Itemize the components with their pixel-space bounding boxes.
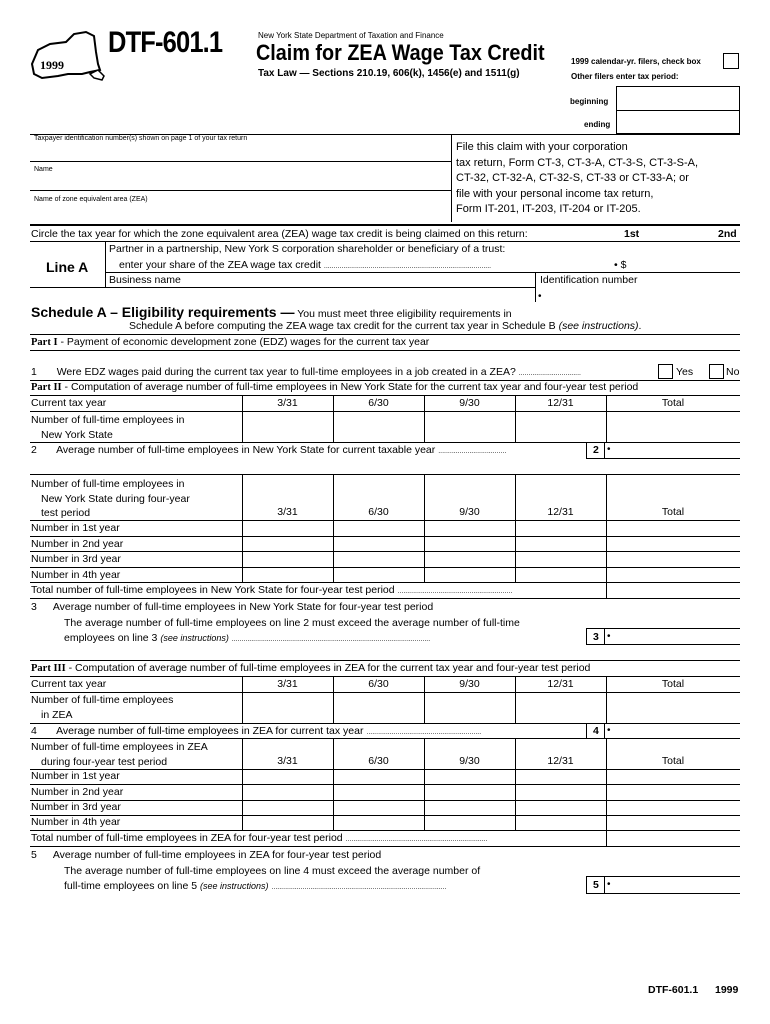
part-3-title: - Computation of average number of full-time employees in ZEA for the current tax year and four-year test period <box>68 662 591 674</box>
line-3-input[interactable] <box>616 629 739 643</box>
line-4 <box>31 725 481 737</box>
p2-col-total: Total <box>661 397 685 409</box>
dots: ...................................................................................................... <box>231 636 431 643</box>
logo-year: 1999 <box>40 58 64 72</box>
enter-share-label: enter your share of the ZEA wage tax credit <box>119 259 321 271</box>
p2t-col-3-31: 3/31 <box>277 506 298 518</box>
line-5-number: 5 <box>31 849 37 861</box>
part-1-title: - Payment of economic development zone (EDZ) wages for the current tax year <box>60 336 430 348</box>
part-2-label: Part II <box>31 382 62 393</box>
part-3-header <box>31 662 590 674</box>
p2t-col-total: Total <box>661 506 685 518</box>
line-5-sub: The average number of full-time employees on line 4 must exceed the average number of <box>64 864 481 877</box>
p2-col-6-30: 6/30 <box>368 397 389 409</box>
p2-nys-total-input[interactable] <box>608 413 739 441</box>
row-label-line: Number of full-time employees in <box>31 414 185 426</box>
row-label-line: during four-year test period <box>41 756 168 768</box>
total-text: Total number of full-time employees in ZEA for four-year test period <box>31 832 343 844</box>
p3t-col-6-30: 6/30 <box>368 755 389 767</box>
p3-col-3-31: 3/31 <box>277 678 298 690</box>
calendar-filers-label: 1999 calendar-yr. filers, check box <box>571 57 701 66</box>
footer-form-id: DTF-601.1 <box>648 984 699 996</box>
p3-col-9-30: 9/30 <box>459 678 480 690</box>
p3t-col-9-30: 9/30 <box>459 755 480 767</box>
p2t-col-9-30: 9/30 <box>459 506 480 518</box>
p3-current-tax-year: Current tax year <box>31 678 107 690</box>
part-3-label: Part III <box>31 663 66 674</box>
line-3-sub2: employees on line 3 <box>64 632 158 644</box>
line-4-text: Average number of full-time employees in ZEA for current tax year <box>56 725 364 737</box>
line-1-number: 1 <box>31 366 37 378</box>
file-note <box>456 140 698 218</box>
p2-test-header <box>31 477 190 521</box>
p3-col-12-31: 12/31 <box>547 678 574 690</box>
line-5-text: Average number of full-time employees in ZEA for four-year test period <box>52 849 382 861</box>
line-3-text: Average number of full-time employees in New York State for four-year test period <box>52 601 434 613</box>
line-3-sub: The average number of full-time employees on line 2 must exceed the average number of full-time <box>64 616 520 629</box>
line-5-sub2: full-time employees on line 5 <box>64 880 198 892</box>
line-2-number: 2 <box>31 444 37 456</box>
p2-total-input[interactable] <box>608 584 739 597</box>
line-3 <box>31 600 520 648</box>
part-1-label: Part I <box>31 337 58 348</box>
name-input[interactable] <box>32 176 448 188</box>
p3-year-3: Number in 3rd year <box>31 801 121 813</box>
zea-name-input[interactable] <box>32 206 448 219</box>
line-a-label: Line A <box>46 259 89 275</box>
file-note-line: tax return, Form CT-3, CT-3-A, CT-3-S, CT-3-S-A, <box>456 156 699 169</box>
line-2-text: Average number of full-time employees in New York State for current taxable year <box>56 444 436 456</box>
zea-name-label: Name of zone equivalent area (ZEA) <box>34 196 148 203</box>
dots: ......................................................................... <box>345 836 488 843</box>
line-4-number: 4 <box>31 725 37 737</box>
line-3-box-number: 3 <box>593 631 599 643</box>
dots: ................................... <box>438 448 507 455</box>
row-label-line: New York State during four-year <box>41 492 190 505</box>
p2-total-row <box>31 584 512 596</box>
file-note-line: file with your personal income tax return, <box>456 187 654 200</box>
p3-zea-12-31-input[interactable] <box>517 694 605 722</box>
part-2-title: - Computation of average number of full-time employees in New York State for the current tax year and four-year test period <box>64 381 639 393</box>
p3-col-6-30: 6/30 <box>368 678 389 690</box>
line-5 <box>31 848 480 896</box>
no-checkbox[interactable] <box>709 364 724 379</box>
row-label-line: New York State <box>41 429 113 441</box>
taxpayer-id-input[interactable] <box>32 145 448 159</box>
ending-label: ending <box>584 120 611 129</box>
part-2-header <box>31 381 638 393</box>
row-label-line: in ZEA <box>41 709 73 721</box>
schedule-a-intro-line2 <box>129 320 641 332</box>
line-4-input[interactable] <box>616 724 739 737</box>
schedule-a-intro: You must meet three eligibility requirements in <box>297 308 512 320</box>
file-note-line: Form IT-201, IT-203, IT-204 or IT-205. <box>456 203 641 215</box>
department: New York State Department of Taxation and Finance <box>258 31 444 40</box>
total-text: Total number of full-time employees in New York State for four-year test period <box>31 584 395 596</box>
page-title: Claim for ZEA Wage Tax Credit <box>256 40 545 65</box>
zea-credit-share-input[interactable] <box>636 257 738 271</box>
p3-year-2: Number in 2nd year <box>31 786 124 798</box>
row-label-line: Number of full-time employees <box>31 694 174 706</box>
row-label-line: Number of full-time employees in <box>31 478 185 490</box>
p3-zea-6-30-input[interactable] <box>335 694 423 722</box>
p3t-col-12-31: 12/31 <box>547 755 574 767</box>
p3-zea-total-input[interactable] <box>608 694 739 722</box>
p3-col-total: Total <box>661 678 685 690</box>
schedule-a-heading: Schedule A – Eligibility requirements — <box>31 304 295 320</box>
p3-zea-9-30-input[interactable] <box>426 694 514 722</box>
taxpayer-id-label: Taxpayer identification number(s) shown on page 1 of your tax return <box>34 135 248 142</box>
line-4-box-number: 4 <box>593 725 599 737</box>
no-label: No <box>726 366 740 378</box>
p3-test-header <box>31 740 208 770</box>
line-1 <box>31 366 581 378</box>
line-2-input[interactable] <box>616 443 739 457</box>
p2-nys-9-30-input[interactable] <box>426 413 514 441</box>
line-2-box-number: 2 <box>593 444 599 456</box>
line-4-bullet: • <box>607 725 611 736</box>
identification-number-input[interactable] <box>548 288 738 301</box>
file-note-line: File this claim with your corporation <box>456 141 628 153</box>
p3-row-emp-label <box>31 693 173 723</box>
dots: .......................................................................................... <box>271 884 447 891</box>
file-note-line: CT-32, CT-32-A, CT-32-S, CT-33 or CT-33-A; or <box>456 172 689 184</box>
circle-year-text: Circle the tax year for which the zone equivalent area (ZEA) wage tax credit is being claimed on this return: <box>31 228 528 240</box>
calendar-year-checkbox[interactable] <box>723 53 739 69</box>
p3t-col-total: Total <box>661 755 685 767</box>
p2-col-12-31: 12/31 <box>547 397 574 409</box>
p2t-col-6-30: 6/30 <box>368 506 389 518</box>
p2-nys-3-31-input[interactable] <box>244 413 332 441</box>
line-1-text: Were EDZ wages paid during the current tax year to full-time employees in a job created in a ZEA? <box>56 366 516 378</box>
footer-year: 1999 <box>715 984 739 996</box>
line-2-bullet: • <box>607 444 611 455</box>
p3-total-input[interactable] <box>608 832 739 845</box>
beginning-label: beginning <box>570 97 609 106</box>
line-3-number: 3 <box>31 601 37 613</box>
id-bullet: • <box>538 291 542 302</box>
p3t-col-3-31: 3/31 <box>277 755 298 767</box>
p2-year-4: Number in 4th year <box>31 569 121 581</box>
p2t-col-12-31: 12/31 <box>547 506 574 518</box>
partner-text: Partner in a partnership, New York S corporation shareholder or beneficiary of a trust: <box>109 243 506 255</box>
share-bullet-dollar: • $ <box>614 259 627 271</box>
period: . <box>638 320 642 332</box>
p2-nys-6-30-input[interactable] <box>335 413 423 441</box>
yes-checkbox[interactable] <box>658 364 673 379</box>
p2-current-tax-year: Current tax year <box>31 397 107 409</box>
dots: ........................................................... <box>366 729 482 736</box>
business-name-label: Business name <box>109 274 181 286</box>
year-1st-option[interactable]: 1st <box>624 228 640 240</box>
p3-total-row <box>31 832 488 844</box>
tax-law: Tax Law — Sections 210.19, 606(k), 1456(e) and 1511(g) <box>258 68 520 79</box>
see-instructions: (see instructions) <box>160 633 229 643</box>
line-2 <box>31 444 506 456</box>
line-5-bullet: • <box>607 879 611 890</box>
see-instructions: (see instructions) <box>200 881 269 891</box>
row-label-line: Number of full-time employees in ZEA <box>31 741 208 753</box>
p2-row-emp-label <box>31 413 184 443</box>
dots: ...................................................................................... <box>323 263 492 270</box>
enter-share-text <box>119 259 491 271</box>
p2-year-3: Number in 3rd year <box>31 553 121 565</box>
p2-year-1: Number in 1st year <box>31 522 120 534</box>
beginning-input[interactable] <box>617 87 739 109</box>
dots: ................................ <box>518 370 581 377</box>
ending-input[interactable] <box>617 111 739 133</box>
name-label: Name <box>34 166 53 173</box>
dots: ........................................................... <box>397 588 513 595</box>
p3-year-4: Number in 4th year <box>31 816 121 828</box>
row-label-line: test period <box>41 507 91 519</box>
p2-nys-12-31-input[interactable] <box>517 413 605 441</box>
yes-label: Yes <box>676 366 694 378</box>
other-filers-label: Other filers enter tax period: <box>571 72 679 81</box>
form-id: DTF-601.1 <box>108 26 223 59</box>
schedule-a-intro-text: Schedule A before computing the ZEA wage tax credit for the current tax year in Schedule B <box>129 320 556 332</box>
p3-zea-3-31-input[interactable] <box>244 694 332 722</box>
p2-year-2: Number in 2nd year <box>31 538 124 550</box>
line-5-box-number: 5 <box>593 879 599 891</box>
part-1-header <box>31 336 429 348</box>
year-2nd-option[interactable]: 2nd <box>718 228 737 240</box>
see-instructions: (see instructions) <box>558 320 639 332</box>
p3-year-1: Number in 1st year <box>31 770 120 782</box>
business-name-input[interactable] <box>200 274 530 286</box>
p2-col-9-30: 9/30 <box>459 397 480 409</box>
p2-col-3-31: 3/31 <box>277 397 298 409</box>
line-5-input[interactable] <box>616 877 739 892</box>
line-3-bullet: • <box>607 631 611 642</box>
schedule-a-title <box>31 304 512 320</box>
identification-number-label: Identification number <box>540 274 638 286</box>
